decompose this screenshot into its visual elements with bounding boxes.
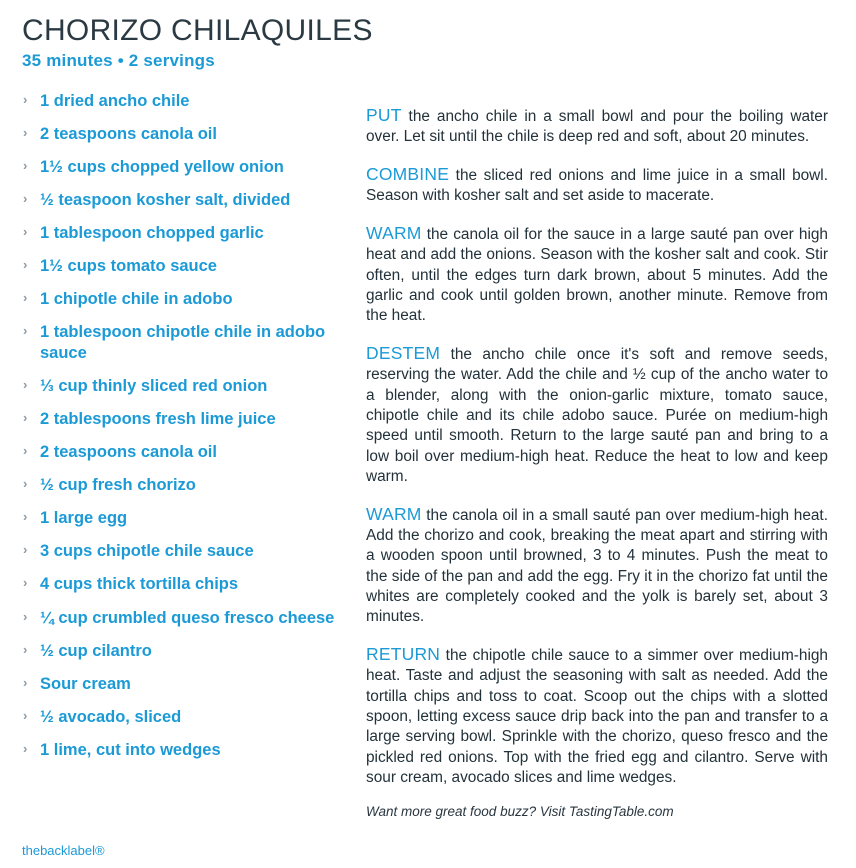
ingredient-item — [22, 508, 344, 528]
ingredient-item — [22, 574, 344, 594]
instruction-step-text: the canola oil for the sauce in a large sauté pan over high heat and add the onions. Season with the kosher salt and cook. Stir often, until the edges turn dark brown, about 5 minutes. Add the garlic and cook until golden brown, another minute. Remove from the heat. — [366, 225, 828, 325]
ingredient-item — [22, 475, 344, 495]
ingredient-label: 1½ cups chopped yellow onion — [40, 157, 284, 176]
ingredient-label: ⅓ cup thinly sliced red onion — [40, 376, 268, 395]
ingredient-label: 2 teaspoons canola oil — [40, 124, 217, 143]
instruction-step-text: the chipotle chile sauce to a simmer over medium-high heat. Taste and adjust the seasoning with salt as needed. Add the tortilla chips and toss to coat. Scoop out the chips with a slotted spoon, letting excess sauce drip back into the pan and transfer to a large serving bowl. Sprinkle with the chorizo, queso fresco and the pickled red onions. Top with the fried egg and cilantro. Serve with sour cream, avocado slices and lime wedges. — [366, 647, 828, 787]
food-buzz-note: Want more great food buzz? Visit TastingTable.com — [366, 804, 674, 820]
recipe-body — [22, 89, 828, 820]
ingredient-item — [22, 91, 344, 111]
ingredient-item — [22, 541, 344, 561]
chevron-right-icon: › — [23, 476, 28, 491]
instruction-step — [366, 104, 828, 148]
ingredient-item — [22, 740, 344, 760]
chevron-right-icon: › — [23, 290, 28, 306]
chevron-right-icon: › — [23, 224, 28, 239]
ingredient-item — [22, 376, 344, 396]
chevron-right-icon: › — [23, 608, 28, 624]
chevron-right-icon: › — [23, 575, 28, 591]
instruction-step — [366, 222, 828, 327]
footer-brand: thebacklabel® — [22, 843, 105, 858]
instruction-step-text: the ancho chile in a small bowl and pour the boiling water over. Let sit until the chile is deep red and soft, about 20 minutes. — [366, 107, 828, 146]
ingredient-label: 1 dried ancho chile — [40, 91, 190, 110]
chevron-right-icon: › — [23, 257, 28, 273]
instruction-step-lead: DESTEM — [366, 343, 441, 364]
instruction-step-lead: RETURN — [366, 644, 441, 665]
instruction-step-lead: PUT — [366, 104, 402, 125]
ingredient-label: ½ teaspoon kosher salt, divided — [40, 190, 291, 209]
ingredients-list — [22, 91, 344, 761]
ingredient-item — [22, 289, 344, 309]
instruction-step — [366, 342, 828, 487]
page-title: CHORIZO CHILAQUILES — [22, 14, 373, 47]
ingredient-label: ½ avocado, sliced — [40, 707, 182, 726]
ingredient-label: 2 teaspoons canola oil — [40, 442, 217, 461]
instruction-step — [366, 643, 828, 788]
chevron-right-icon: › — [23, 641, 28, 657]
ingredient-item — [22, 442, 344, 462]
ingredient-label: 1 lime, cut into wedges — [40, 741, 221, 759]
instruction-step-text: the ancho chile once it's soft and remove seeds, reserving the water. Add the chile and ½ cup of the ancho water to a blender, along with the onion-garlic mixture, tomato sauce, chipotle chile and its chile adobo sauce. Purée on medium-high speed until smooth. Return to the large sauté pan and bring to a low boil over medium-high heat. Reduce the heat to low and keep warm. — [366, 346, 828, 485]
chevron-right-icon: › — [23, 509, 28, 525]
ingredient-label: 3 cups chipotle chile sauce — [40, 542, 254, 561]
ingredient-label: 1½ cups tomato sauce — [40, 257, 217, 276]
instruction-step-lead: COMBINE — [366, 163, 450, 184]
instruction-step-lead: WARM — [366, 503, 422, 524]
chevron-right-icon: › — [23, 542, 28, 558]
instruction-step-lead: WARM — [366, 222, 422, 243]
ingredient-label: 1 large egg — [40, 509, 128, 528]
ingredient-item — [22, 190, 344, 210]
instructions-column — [344, 89, 828, 820]
chevron-right-icon: › — [23, 91, 28, 107]
ingredient-label: 1 tablespoon chipotle chile in adobo sauce — [40, 323, 326, 362]
chevron-right-icon: › — [23, 376, 28, 392]
ingredient-label: 4 cups thick tortilla chips — [40, 575, 239, 594]
chevron-right-icon: › — [23, 741, 28, 756]
chevron-right-icon: › — [23, 409, 28, 425]
instruction-step-text: the sliced red onions and lime juice in a small bowl. Season with kosher salt and set aside to macerate. — [366, 166, 828, 205]
chevron-right-icon: › — [23, 674, 28, 690]
ingredient-label: ¼ cup crumbled queso fresco cheese — [40, 608, 335, 627]
ingredient-label: 1 tablespoon chopped garlic — [40, 224, 264, 242]
ingredient-item — [22, 707, 344, 727]
chevron-right-icon: › — [23, 707, 28, 723]
ingredient-label: 2 tablespoons fresh lime juice — [40, 409, 276, 428]
ingredient-label: ½ cup cilantro — [40, 641, 152, 660]
chevron-right-icon: › — [23, 190, 28, 206]
ingredient-item — [22, 157, 344, 177]
instruction-step — [366, 503, 828, 628]
chevron-right-icon: › — [23, 323, 28, 339]
chevron-right-icon: › — [23, 124, 28, 140]
ingredient-label: Sour cream — [40, 674, 131, 693]
ingredient-item — [22, 124, 344, 144]
recipe-meta: 35 minutes • 2 servings — [22, 50, 215, 70]
ingredient-label: 1 chipotle chile in adobo — [40, 290, 233, 309]
ingredient-item — [22, 674, 344, 694]
instructions-list — [366, 104, 828, 788]
chevron-right-icon: › — [23, 157, 28, 173]
instruction-step-text: the canola oil in a small sauté pan over medium-high heat. Add the chorizo and cook, breaking the meat apart and stirring with a wooden spoon until browned, 3 to 4 minutes. Push the meat to the side of the pan and add the egg. Fry it in the chorizo fat until the whites are completely cooked and the yolk is barely set, about 3 minutes. — [366, 506, 828, 626]
chevron-right-icon: › — [23, 442, 28, 458]
ingredient-label: ½ cup fresh chorizo — [40, 476, 196, 494]
ingredients-column — [22, 89, 344, 774]
ingredient-item — [22, 409, 344, 429]
instruction-step — [366, 163, 828, 207]
ingredient-item — [22, 256, 344, 276]
ingredient-item — [22, 641, 344, 661]
ingredient-item — [22, 608, 344, 628]
ingredient-item — [22, 223, 344, 243]
ingredient-item — [22, 322, 344, 362]
